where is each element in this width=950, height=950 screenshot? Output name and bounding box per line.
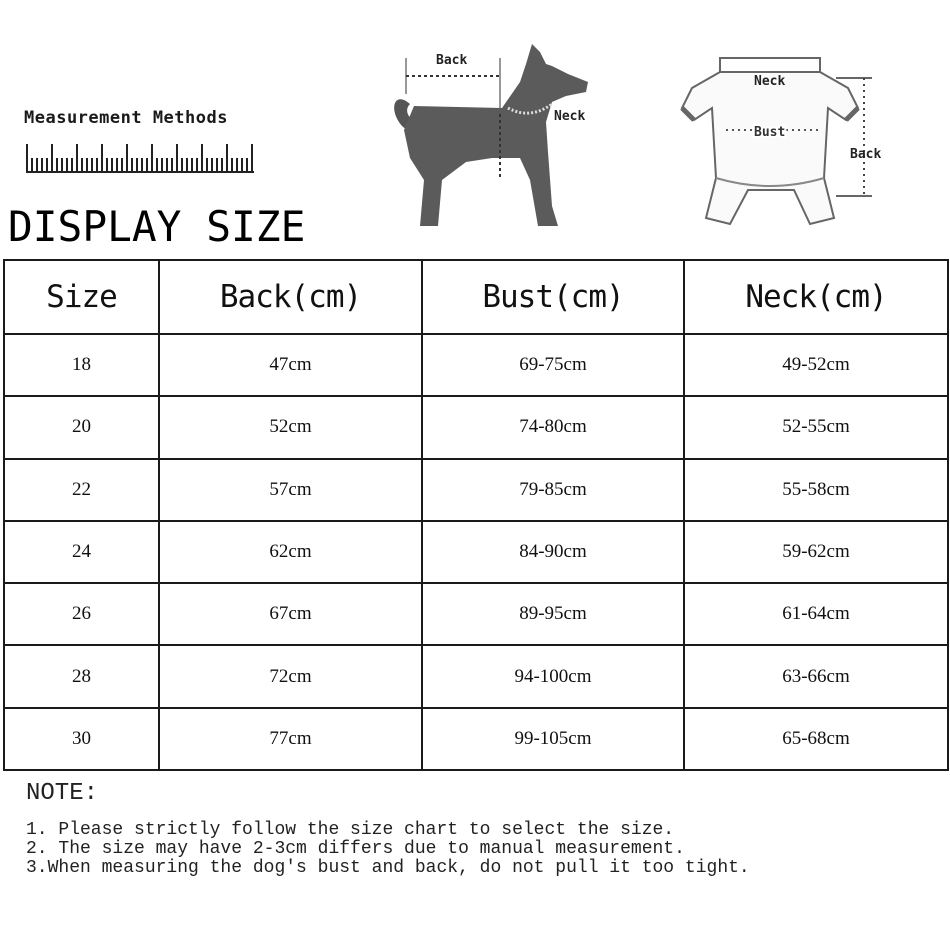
shirt-back-label: Back <box>850 147 882 162</box>
table-row <box>4 334 948 396</box>
cell-size: 24 <box>4 521 159 583</box>
cell-neck: 52-55cm <box>684 396 948 458</box>
cell-bust: 94-100cm <box>422 645 684 707</box>
note-line-2: 2. The size may have 2-3cm differs due to manual measurement. <box>26 839 685 859</box>
cell-bust: 89-95cm <box>422 583 684 645</box>
cell-size: 28 <box>4 645 159 707</box>
cell-back: 67cm <box>159 583 422 645</box>
table-row <box>4 583 948 645</box>
cell-back: 72cm <box>159 645 422 707</box>
table-row <box>4 708 948 770</box>
note-title: NOTE: <box>26 780 99 807</box>
measurement-methods-title: Measurement Methods <box>24 108 228 128</box>
cell-bust: 69-75cm <box>422 334 684 396</box>
cell-neck: 63-66cm <box>684 645 948 707</box>
size-table <box>3 259 949 771</box>
dog-neck-label: Neck <box>554 109 586 124</box>
table-row <box>4 396 948 458</box>
cell-neck: 65-68cm <box>684 708 948 770</box>
note-line-3: 3.When measuring the dog's bust and back, do not pull it too tight. <box>26 858 750 878</box>
shirt-bust-label: Bust <box>754 125 786 140</box>
cell-bust: 79-85cm <box>422 459 684 521</box>
cell-neck: 61-64cm <box>684 583 948 645</box>
dog-bust-label: Bust <box>462 177 494 192</box>
dog-back-label: Back <box>436 53 468 68</box>
cell-size: 30 <box>4 708 159 770</box>
cell-bust: 99-105cm <box>422 708 684 770</box>
header-neck: Neck(cm) <box>684 260 948 334</box>
note-section <box>26 780 750 878</box>
cell-back: 57cm <box>159 459 422 521</box>
cell-size: 18 <box>4 334 159 396</box>
cell-neck: 55-58cm <box>684 459 948 521</box>
table-row <box>4 645 948 707</box>
cell-neck: 59-62cm <box>684 521 948 583</box>
display-size-title: DISPLAY SIZE <box>8 202 306 251</box>
cell-bust: 74-80cm <box>422 396 684 458</box>
cell-size: 26 <box>4 583 159 645</box>
shirt-neck-label: Neck <box>754 74 786 89</box>
cell-size: 22 <box>4 459 159 521</box>
table-row <box>4 521 948 583</box>
cell-back: 47cm <box>159 334 422 396</box>
cell-back: 52cm <box>159 396 422 458</box>
cell-back: 77cm <box>159 708 422 770</box>
note-line-1: 1. Please strictly follow the size chart to select the size. <box>26 820 675 840</box>
header-bust: Bust(cm) <box>422 260 684 334</box>
header-size: Size <box>4 260 159 334</box>
cell-bust: 84-90cm <box>422 521 684 583</box>
header-back: Back(cm) <box>159 260 422 334</box>
cell-back: 62cm <box>159 521 422 583</box>
cell-neck: 49-52cm <box>684 334 948 396</box>
table-header-row <box>4 260 948 334</box>
cell-size: 20 <box>4 396 159 458</box>
table-row <box>4 459 948 521</box>
ruler-icon <box>26 142 256 176</box>
shirt-measurement-figure <box>668 48 882 238</box>
dog-measurement-figure <box>380 30 605 235</box>
